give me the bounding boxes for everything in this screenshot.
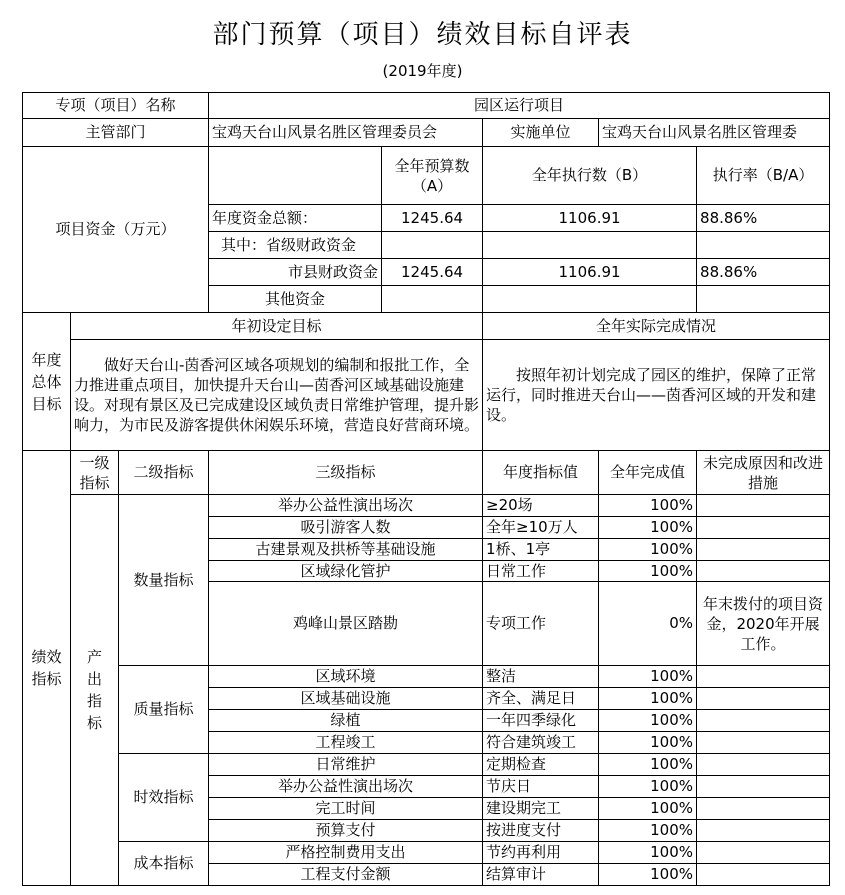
project-name-row — [23, 93, 830, 119]
indicator-row — [23, 495, 830, 517]
impl-label: 实施单位 — [483, 119, 599, 147]
indicator-note — [697, 539, 830, 561]
indicator-done: 0% — [599, 582, 697, 666]
level2-name: 数量指标 — [119, 495, 209, 666]
indicator-name: 举办公益性演出场次 — [209, 776, 483, 798]
indicator-note — [697, 688, 830, 710]
indicator-name: 举办公益性演出场次 — [209, 495, 483, 517]
funds-header-row — [23, 147, 830, 205]
indicator-row — [23, 754, 830, 776]
indicator-done: 100% — [599, 688, 697, 710]
indicator-name: 预算支付 — [209, 820, 483, 842]
indicator-done: 100% — [599, 798, 697, 820]
perf-h4: 年度指标值 — [483, 451, 599, 495]
goal-col-set: 年初设定目标 — [71, 313, 483, 340]
indicator-done: 100% — [599, 732, 697, 754]
indicator-note — [697, 561, 830, 582]
funds-row-exec: 1106.91 — [483, 205, 697, 232]
indicator-target: 定期检查 — [483, 754, 599, 776]
level1-output: 产出指标 — [71, 495, 119, 886]
funds-row-rate — [697, 286, 830, 313]
indicator-done: 100% — [599, 754, 697, 776]
funds-row-exec — [483, 286, 697, 313]
perf-h1: 一级指标 — [71, 451, 119, 495]
indicator-note — [697, 517, 830, 539]
indicator-target: 符合建筑竣工 — [483, 732, 599, 754]
indicator-note: 年末拨付的项目资金，2020年开展工作。 — [697, 582, 830, 666]
goal-label: 年度总体目标 — [23, 313, 71, 451]
funds-row-name: 其中：省级财政资金 — [209, 232, 382, 259]
funds-row-rate: 88.86% — [697, 205, 830, 232]
funds-row-name: 年度资金总额： — [209, 205, 382, 232]
indicator-note — [697, 754, 830, 776]
funds-col-rate: 执行率（B/A） — [697, 147, 830, 205]
indicator-note — [697, 666, 830, 688]
perf-header-row — [23, 451, 830, 495]
indicator-done: 100% — [599, 820, 697, 842]
indicator-row — [23, 842, 830, 864]
indicator-target: 建设期完工 — [483, 798, 599, 820]
perf-label: 绩效指标 — [23, 451, 71, 886]
indicator-target: 节约再利用 — [483, 842, 599, 864]
goal-header-row — [23, 313, 830, 340]
indicator-name: 完工时间 — [209, 798, 483, 820]
level2-name: 时效指标 — [119, 754, 209, 842]
indicator-target: 节庆日 — [483, 776, 599, 798]
goal-done-text: 按照年初计划完成了园区的维护，保障了正常运行，同时推进天台山——茵香河区域的开发和建设。 — [483, 340, 830, 451]
indicator-name: 日常维护 — [209, 754, 483, 776]
indicator-target: 结算审计 — [483, 864, 599, 886]
indicator-note — [697, 776, 830, 798]
indicator-name: 工程竣工 — [209, 732, 483, 754]
indicator-done: 100% — [599, 842, 697, 864]
goal-set-text: 做好天台山-茵香河区域各项规划的编制和报批工作，全力推进重点项目，加快提升天台山—茵香河区域基础设施建设。对现有景区及已完成建设区域负责日常维护管理，提升影响力，为市民及游客提供休闲娱乐环境，营造良好营商环境。 — [71, 340, 483, 451]
indicator-target: 按进度支付 — [483, 820, 599, 842]
indicator-name: 严格控制费用支出 — [209, 842, 483, 864]
department-row — [23, 119, 830, 147]
perf-h6: 未完成原因和改进措施 — [697, 451, 830, 495]
funds-row-budget — [382, 286, 483, 313]
funds-row-exec: 1106.91 — [483, 259, 697, 286]
dept-value: 宝鸡天台山风景名胜区管理委员会 — [209, 119, 483, 147]
indicator-name: 区域绿化管护 — [209, 561, 483, 582]
perf-h3: 三级指标 — [209, 451, 483, 495]
funds-row-budget — [382, 232, 483, 259]
funds-row-name: 其他资金 — [209, 286, 382, 313]
indicator-target: ≥20场 — [483, 495, 599, 517]
indicator-note — [697, 820, 830, 842]
funds-label: 项目资金（万元） — [23, 147, 209, 313]
indicator-done: 100% — [599, 864, 697, 886]
indicator-note — [697, 710, 830, 732]
indicator-note — [697, 864, 830, 886]
indicator-done: 100% — [599, 495, 697, 517]
indicator-name: 古建景观及拱桥等基础设施 — [209, 539, 483, 561]
indicator-target: 专项工作 — [483, 582, 599, 666]
indicator-name: 工程支付金额 — [209, 864, 483, 886]
indicator-target: 1桥、1亭 — [483, 539, 599, 561]
indicator-row — [23, 666, 830, 688]
funds-row-rate: 88.86% — [697, 259, 830, 286]
level2-name: 成本指标 — [119, 842, 209, 886]
indicator-name: 绿植 — [209, 710, 483, 732]
funds-row-budget: 1245.64 — [382, 205, 483, 232]
indicator-note — [697, 842, 830, 864]
funds-row-exec — [483, 232, 697, 259]
page-title: 部门预算（项目）绩效目标自评表 — [212, 20, 633, 50]
goal-col-done: 全年实际完成情况 — [483, 313, 830, 340]
indicator-note — [697, 495, 830, 517]
evaluation-table — [22, 92, 830, 886]
indicator-note — [697, 798, 830, 820]
indicator-target: 一年四季绿化 — [483, 710, 599, 732]
funds-col-exec: 全年执行数（B） — [483, 147, 697, 205]
project-name-label: 专项（项目）名称 — [23, 93, 209, 119]
indicator-done: 100% — [599, 561, 697, 582]
indicator-done: 100% — [599, 517, 697, 539]
indicator-target: 日常工作 — [483, 561, 599, 582]
funds-row-rate — [697, 232, 830, 259]
indicator-target: 齐全、满足日 — [483, 688, 599, 710]
indicator-name: 鸡峰山景区踏勘 — [209, 582, 483, 666]
indicator-note — [697, 732, 830, 754]
indicator-done: 100% — [599, 539, 697, 561]
project-name-value: 园区运行项目 — [209, 93, 830, 119]
dept-label: 主管部门 — [23, 119, 209, 147]
funds-row-budget: 1245.64 — [382, 259, 483, 286]
indicator-target: 整洁 — [483, 666, 599, 688]
impl-value: 宝鸡天台山风景名胜区管理委 — [599, 119, 830, 147]
indicator-done: 100% — [599, 776, 697, 798]
indicator-name: 区域基础设施 — [209, 688, 483, 710]
indicator-done: 100% — [599, 666, 697, 688]
perf-h5: 全年完成值 — [599, 451, 697, 495]
funds-row-name: 市县财政资金 — [209, 259, 382, 286]
indicator-name: 区域环境 — [209, 666, 483, 688]
level2-name: 质量指标 — [119, 666, 209, 754]
year-subtitle: (2019年度) — [382, 62, 463, 80]
funds-blank — [209, 147, 382, 205]
funds-col-budget: 全年预算数（A） — [382, 147, 483, 205]
perf-h2: 二级指标 — [119, 451, 209, 495]
goal-content-row — [23, 340, 830, 451]
indicator-name: 吸引游客人数 — [209, 517, 483, 539]
indicator-target: 全年≥10万人 — [483, 517, 599, 539]
indicator-done: 100% — [599, 710, 697, 732]
